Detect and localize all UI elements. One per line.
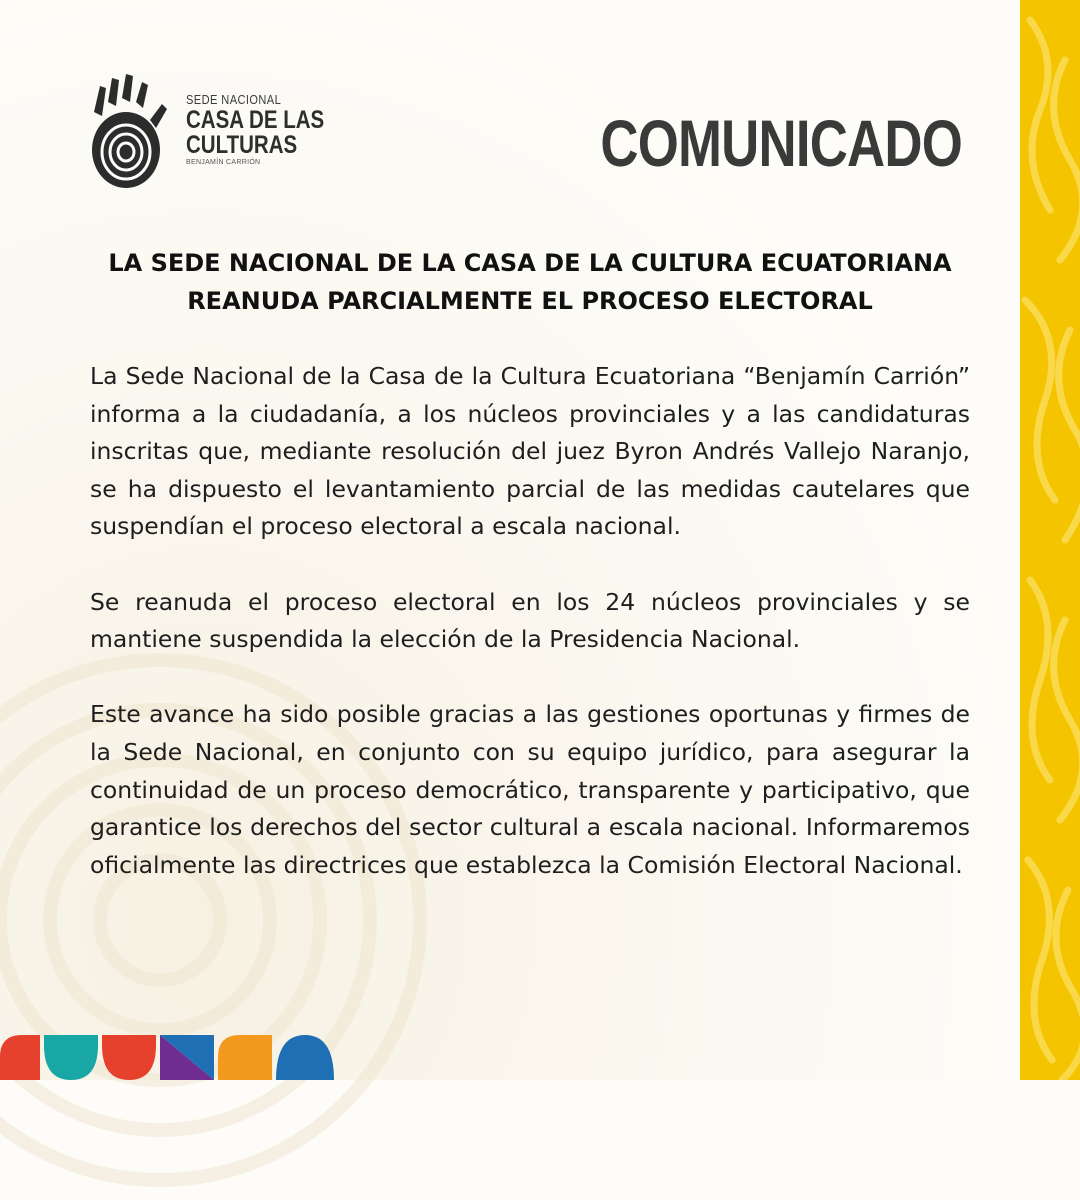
- bottom-decorative-shapes: [0, 1035, 340, 1080]
- hand-logo-icon: [88, 72, 170, 190]
- shape-red: [0, 1035, 40, 1080]
- headline-line-2: REANUDA PARCIALMENTE EL PROCESO ELECTORAL: [187, 287, 873, 315]
- logo-text-block: [186, 92, 355, 168]
- logo-line-benjamin: BENJAMÍN CARRIÓN: [186, 159, 261, 166]
- shape-red-2: [102, 1035, 156, 1080]
- logo-line-sede: SEDE NACIONAL: [186, 92, 282, 107]
- shape-teal: [44, 1035, 98, 1080]
- shape-blue: [276, 1035, 334, 1080]
- logo-line-culturas: CULTURAS: [186, 131, 298, 159]
- logo: [88, 72, 328, 192]
- logo-line-casa: CASA DE LAS: [186, 106, 325, 134]
- shape-orange: [218, 1035, 272, 1080]
- headline: [90, 244, 970, 320]
- paragraph-3: Este avance ha sido posible gracias a las gestiones oportunas y firmes de la Sede Nacional, en conjunto con su equipo jurídico, para asegurar la continuidad de un proceso democrático, transparente y participativo, que garantice los derechos del sector cultural a escala nacional. Informaremos oficialmente las directrices que establezca la Comisión Electoral Nacional.: [90, 700, 970, 879]
- headline-line-1: LA SEDE NACIONAL DE LA CASA DE LA CULTURA ECUATORIANA: [108, 249, 952, 277]
- paragraph-2: Se reanuda el proceso electoral en los 24 núcleos provinciales y se mantiene suspendida la elección de la Presidencia Nacional.: [90, 587, 970, 654]
- paragraph-1: La Sede Nacional de la Casa de la Cultura Ecuatoriana “Benjamín Carrión” informa a la ciudadanía, a los núcleos provinciales y a las candidaturas inscritas que, mediante resolución del juez Byron Andrés Vallejo Naranjo, se ha dispuesto el levantamiento parcial de las medidas cautelares que suspendían el proceso electoral a escala nacional.: [90, 362, 970, 541]
- page-title: COMUNICADO: [600, 106, 962, 180]
- side-decorative-stripe: [1020, 0, 1080, 1080]
- body-text: [90, 358, 970, 922]
